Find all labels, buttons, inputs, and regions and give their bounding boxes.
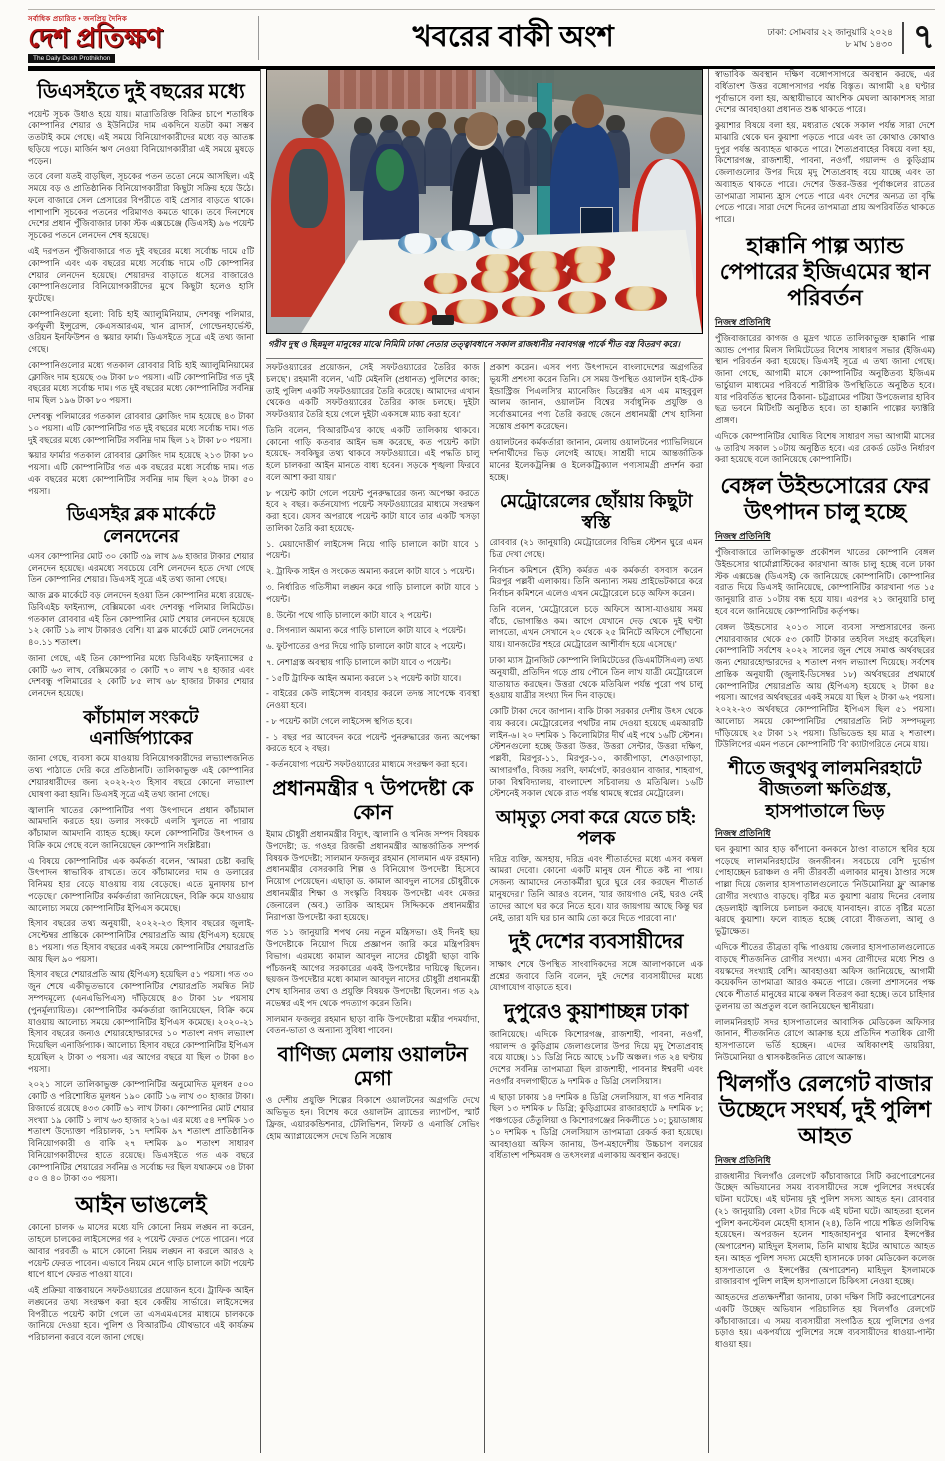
article-paragraph: ওয়ালটনের কর্মকর্তারা জানান, মেলায় ওয়ালটনের প্যাভিলিয়নে দর্শনার্থীদের ভিড় লেগেই আছে। সাশ্রয়ী দামে আন্তর্জাতিক মানের ইলেকট্রনিক্স ও ইলেকট্রিক্যাল পণ্যসামগ্রী প্রদর্শন করা হচ্ছে। [489,436,703,482]
article-paragraph: ৮ পয়েন্ট কাটা গেলে পয়েন্ট পুনরুদ্ধারের জন্য অপেক্ষা করতে হবে ২ বছর। কর্তনযোগ্য পয়েন্ট সফটওয়্যারের মাধ্যমে সংরক্ষণ করা হবে। যেসব অপরাধে পয়েন্ট কাটা যাবে তার একটি খসড়া তালিকা তৈরি করা হয়েছে- [266,487,480,533]
article-headline: বাণিজ্য মেলায় ওয়ালটন মেগা [277,1044,468,1090]
article [266,778,480,1037]
article-paragraph: এদিকে কোম্পানিটির ঘোষিত বিশেষ সাধারণ সভা আগামী মাসের ৬ তারিখ সকাল ১০টায় অনুষ্ঠিত হবে। এর রেকর্ড ডেটও নির্ধারণ করা হয়েছে বলে জানিয়েছে কোম্পানিটি। [715,430,935,465]
article-paragraph: তিনি বলেন, 'মেট্রোরেলে চড়ে অফিসে আসা-যাওয়ায় সময় বাঁচে, ভোগান্তিও কম। আগে যেখানে দেড় থেকে দুই ঘণ্টা লাগতো, এখন সেখানে ২০ থেকে ২৫ মিনিটে অফিসে পৌঁছানো যায়। যানজটের শহরে মেট্রোরেল আশীর্বাদ হয়ে এসেছে।' [489,603,703,650]
date-block [767,21,935,55]
article-paragraph: এ ছাড়া ঢাকায় ১৪ দশমিক ৪ ডিগ্রি সেলসিয়াস, যা গত শনিবার ছিল ১৩ দশমিক ৮ ডিগ্রি; কুড়িগ্রামের রাজারহাটে ৯ দশমিক ৮; পঞ্চগড়ের তেঁতুলিয়া ও কিশোরগঞ্জের নিকলীতে ১০; চুয়াডাঙ্গায় ১০ দশমিক ৭ ডিগ্রি সেলসিয়াস তাপমাত্রা রেকর্ড করা হয়েছে। আবহাওয়া অফিস জানায়, উপ-মহাদেশীয় উচ্চচাপ বলয়ের বর্ধিতাংশ পশ্চিমবঙ্গ ও তৎসংলগ্ন এলাকায় অবস্থান করছে। [489,1091,703,1161]
date-line-1: ঢাকা: সোমবার ২২ জানুয়ারি ২০২৪ [767,26,893,37]
article-paragraph: হিসাব বছরের তথ্য অনুযায়ী, ২০২২-২৩ হিসাব বছরের জুলাই-সেপ্টেম্বর প্রান্তিকে কোম্পানিটির শেয়ারপ্রতি আয় (ইপিএস) হয়েছে ৪১ পয়সা। গত হিসাব বছরের একই সময়ে কোম্পানিটির শেয়ারপ্রতি আয় ছিল ৯০ পয়সা। [28,918,254,964]
masthead-subtitle: The Daily Desh Prothikhon [28,54,115,63]
article-paragraph: এদিকে শীতের তীব্রতা বৃদ্ধি পাওয়ায় জেলার হাসপাতালগুলোতে বাড়ছে শীতজনিত রোগীর সংখ্যা। এসব রোগীদের মধ্যে শিশু ও বয়স্কদের সংখ্যাই বেশি। আবহাওয়া অফিস জানিয়েছে, আগামী কয়েকদিন তাপমাত্রা আরও কমতে পারে। জেলা প্রশাসনের পক্ষ থেকে শীতার্ত মানুষের মাঝে কম্বল বিতরণ করা হচ্ছে। তবে চাহিদার তুলনায় তা অপ্রতুল বলে জানিয়েছেন স্থানীয়রা। [715,941,935,1011]
article-paragraph: জানা গেছে, এই তিন কোম্পানির মধ্যে ডিবিএইচ ফাইন্যান্সের ৫ কোটি ৬৩ লাখ, বেক্সিমকোর ৩ কোটি ৭০ লাখ ৭৪ হাজার এবং দেশবন্ধু পলিমারের ২ কোটি ৮৫ লাখ ৬৮ হাজার টাকার শেয়ার লেনদেন হয়েছে। [28,652,254,699]
article-headline: মেট্রোরেলের ছোঁয়ায় কিছুটা স্বস্তি [499,490,693,532]
article-headline: ডিএসইতে দুই বছরের মধ্যে [37,81,245,103]
article-paragraph: তবে বেলা যতই বাড়ছিল, সূচকের পতন ততো নেমে আসছিল। এই সময়ে বড় ও প্রাতিষ্ঠানিক বিনিয়োগকারীরা কিছুটা সক্রিয় হয়ে উঠে। ফলে বাজারে সেল প্রেসারের বিপরীতে বাই প্রেসার বাড়তে থাকে। পাশাপাশি সূচকের পতনের পরিমাণও কমতে থাকে। তবে দিনশেষে দেশের প্রধান পুঁজিবাজার ঢাকা স্টক এক্সচেঞ্জে (ডিএসই) ৯৬ পয়েন্ট সূচকের পতনে লেনদেন শেষ হয়েছে। [28,171,254,241]
photo-bowl-blue [485,228,524,249]
column-4 [709,69,935,1453]
article [490,362,704,484]
article [490,931,704,994]
photo-bucket-red [615,286,667,311]
article-byline: নিজস্ব প্রতিনিধি [715,531,771,542]
article-paragraph: ১. মেয়াদোত্তীর্ণ লাইসেন্স নিয়ে গাড়ি চালালে কাটা যাবে ১ পয়েন্ট। [266,538,480,561]
article-paragraph: হিসাব বছরে শেয়ারপ্রতি আয় (ইপিএস) হয়েছিল ৫১ পয়সা। গত ৩০ জুন শেষে একীভূতভাবে কোম্পানিটির শেয়ারপ্রতি সমন্বিত নিট সম্পদমূল্যে (এনএভিপিএস) দাঁড়িয়েছে ৪৩ টাকা ১৮ পয়সায় (পুনর্মূল্যায়িত)। কোম্পানিটির কর্মকর্তারা জানিয়েছেন, বিক্রি কমে যাওয়ায় আলোচ্য সময়ে কোম্পানিটির ইপিএস কমেছে। ২০২০-২১ হিসাব বছরের জন্যও শেয়ারহোল্ডারদের ১০ শতাংশ নগদ লভ্যাংশ দিয়েছিল এনার্জিপ্যাক। আলোচ্য হিসাব বছরে কোম্পানিটির ইপিএস হয়েছিল ২ টাকা ৩ পয়সা। এর আগের বছরে যা ছিল ৩ টাকা ৪৩ পয়সা। [28,969,254,1074]
photo-bowl-blue [398,233,437,254]
article-paragraph: ইমাম চৌধুরী প্রধানমন্ত্রীর বিদ্যুৎ, জ্বালানি ও খনিজ সম্পদ বিষয়ক উপদেষ্টা; ড. গওহর রিজভী প্রধানমন্ত্রীর আন্তর্জাতিক সম্পর্ক বিষয়ক উপদেষ্টা; সালমান ফজলুর রহমান (সালমান এফ রহমান) প্রধানমন্ত্রীর বেসরকারি শিল্প ও বিনিয়োগ উপদেষ্টা হিসেবে নিয়োগ পেয়েছেন। এছাড়া ড. কামাল আবদুল নাসের চৌধুরীকে প্রধানমন্ত্রীর শিক্ষা ও সংস্কৃতি বিষয়ক উপদেষ্টা এবং মেজর জেনারেল (অব.) তারিক আহমেদ সিদ্দিককে প্রধানমন্ত্রীর নিরাপত্তা উপদেষ্টা করা হয়েছে। [266,829,480,922]
article-paragraph: সালমান ফজলুর রহমান ছাড়া বাকি উপদেষ্টারা মন্ত্রীর পদমর্যাদা, বেতন-ভাতা ও অন্যান্য সুবিধা পাবেন। [266,1013,480,1036]
article-paragraph: গত ১১ জানুয়ারি শপথ নেয় নতুন মন্ত্রিসভা। ওই দিনই ছয় উপদেষ্টাকে নিয়োগ দিয়ে প্রজ্ঞাপন জারি করে মন্ত্রিপরিষদ বিভাগ। এরমধ্যে কামাল আবদুল নাসের চৌধুরী ছাড়া বাকি পাঁচজনই আগের সরকারের একই উপদেষ্টার দায়িত্বে ছিলেন। ছয়জন উপদেষ্টার মধ্যে কামাল আবদুল নাসের চৌধুরী প্রধানমন্ত্রী শেখ হাসিনার তথ্য ও প্রযুক্তি বিষয়ক উপদেষ্টা ছিলেন। গত ২৯ নভেম্বর এই পদ থেকে পদত্যাগ করেন তিনি। [266,927,480,1008]
photo-crowd-body [524,128,552,186]
article-paragraph: সফটওয়্যারের প্রয়োজন, সেই সফটওয়্যারের তৈরির কাজ চলছে'। রহমানী বলেন, 'এটি মেইনলি (প্রধানত) পুলিশের কাজ; তাই পুলিশ একটি সফটওয়্যারের তৈরি করেছে। আমাদের এখান থেকেও একটি সফটওয়্যারের তৈরির কাজ চলছে। দুইটা সফটওয়্যার তৈরি হয়ে গেলে দুইটা একসঙ্গে ম্যাচ করা হবে।' [266,362,480,420]
content-area [28,69,935,1453]
article [28,504,254,700]
article-headline: ডিএসইর ব্লক মার্কেটে লেনদেনের [66,504,216,546]
article [715,233,935,466]
article-paragraph: কোনো চালক ৬ মাসের মধ্যে যদি কোনো নিয়ম লঙ্ঘন না করেন, তাহলে চালকের লাইসেন্সের গর ২ পয়েন্ট ফেরত পেতে পারেন। পরে আবার পরবর্তী ৬ মাসে কোনো নিয়ম লঙ্ঘন না করলে আরও ২ পয়েন্ট ফেরত পাবেন। এভাবে নিয়ম মেনে গাড়ি চালালে কাটা পয়েন্ট ধাপে ধাপে ফেরত পাওয়া যাবে। [28,1222,254,1280]
article-paragraph: জানা গেছে, ব্যবসা কমে যাওয়ায় বিনিয়োগকারীদের লভ্যাংশজনিত তথ্য পাঠাতে দেরি করে প্রতিষ্ঠানটি। তালিকাভুক্ত এই কোম্পানির শেয়ারধারীদের জন্য ২০২২-২৩ হিসাব বছরে কোনো লভ্যাংশ ঘোষণা করা হয়নি। ডিএসই সূত্রে এই তথ্য জানা গেছে। [28,753,254,799]
article [28,1192,254,1344]
middle-section [261,69,708,1453]
article-paragraph: এসব কোম্পানির মোট ৩০ কোটি ৩৯ লাখ ৯৬ হাজার টাকার শেয়ার লেনদেন হয়েছে। এরমধ্যে সবচেয়ে বেশি লেনদেন হতে দেখা গেছে তিন কোম্পানির শেয়ার। ডিএসই সূত্রে এই তথ্য জানা গেছে। [28,550,254,585]
article-paragraph: কুয়াশার বিষয়ে বলা হয়, মধ্যরাত থেকে সকাল পর্যন্ত সারা দেশে মাঝারি থেকে ঘন কুয়াশা পড়তে পারে এবং তা কোথাও কোথাও দুপুর পর্যন্ত অব্যাহত থাকতে পারে। শৈত্যপ্রবাহের বিষয়ে বলা হয়, কিশোরগঞ্জ, রাজশাহী, পাবনা, নওগাঁ, গয়ালন্দ ও কুড়িগ্রাম জেলাগুলোর উপর দিয়ে মৃদু শৈত্যপ্রবাহ বয়ে যাচ্ছে এবং তা অব্যাহত থাকতে পারে। দেশের উত্তর-উত্তর পূর্বাঞ্চলের রাতের তাপমাত্রা সামান্য হ্রাস পেতে পারে এবং দেশের অন্যত্র তা বৃদ্ধি পেতে পারে। সারা দেশে দিনের তাপমাত্রা প্রায় অপরিবর্তিত থাকতে পারে। [715,120,935,225]
article-paragraph: দেশবন্ধু পলিমারের গতকাল রোববার ক্লোজিং দাম হয়েছে ৪৩ টাকা ১০ পয়সা। এটি কোম্পানিটির গত দুই বছরের মধ্যে সর্বোচ্চ দাম। গত দুই বছরের মধ্যে কোম্পানিটির সর্বনিম্ন দাম ছিল ১২ টাকা ৮০ পয়সা। [28,410,254,445]
photo-person-red-jacket-scarf [289,149,328,228]
article [715,69,935,226]
article-paragraph: কোম্পানিগুলোর মধ্যে গতকাল রোববার বিচি হাই অ্যালুমিনিয়ামের ক্লোজিং দাম হয়েছে ৩৬ টাকা ৮০ পয়সা। এটি কোম্পানিটির গত দুই বছরের মধ্যে সর্বোচ্চ দাম। গত দুই বছরের মধ্যে কোম্পানিটির সর্বনিম্ন দাম ছিল ১৯৬ টাকা ৮০ পয়সা। [28,359,254,406]
photo-person-head [302,104,335,138]
article-headline: কাঁচামাল সংকটে এনার্জিপ্যাকের [83,706,199,749]
article [715,473,935,751]
article-paragraph: ৭. নেশাগ্রস্ত অবস্থায় গাড়ি চালালে কাটা যাবে ৩ পয়েন্ট। [266,656,452,667]
article-headline: শীতে জবুথবু লালমনিরহাটে বীজতলা ক্ষতিগ্রস্ত, হাসপাতালে ভিড় [728,758,922,821]
article-paragraph: - ৮ পয়েন্ট কাটা গেলে লাইসেন্স স্থগিত হবে। [266,715,413,726]
photo-bucket-red [424,273,468,294]
article-paragraph: ২০২১ সালে তালিকাভুক্ত কোম্পানিটির অনুমোদিত মূলধন ৫০০ কোটি ও পরিশোধিত মূলধন ১৯০ কোটি ১৬ লাখ ৩০ হাজার টাকা। রিজার্ভে রয়েছে ৪৩৩ কোটি ৬১ লাখ টাকা। কোম্পানির মোট শেয়ার সংখ্যা ১৯ কোটি ১ লাখ ৬৩ হাজার ২১৬। এর মধ্যে ৫৪ দশমিক ১৩ শতাংশ উদ্যোক্তা পরিচালক, ১৭ দশমিক ৯৭ শতাংশ প্রাতিষ্ঠানিক বিনিয়োগকারী ও বাকি ২৭ দশমিক ৯০ শতাংশ সাধারণ বিনিয়োগকারীদের হাতে রয়েছে। ডিএসইতে গত এক বছরে কোম্পানিটির শেয়ারের সর্বনিম্ন ও সর্বোচ্চ দর ছিল যথাক্রমে ৩৪ টাকা ৫০ ও ৪০ টাকা ৩০ পয়সা। [28,1079,254,1184]
date-line-2: ৮ মাঘ ১৪৩০ [845,39,893,49]
photo-bucket-red [558,291,606,314]
article-paragraph: জ্বালানি খাতের কোম্পানিটির পণ্য উৎপাদনে প্রধান কাঁচামাল আমদানি করতে হয়। ডলার সংকটে এলসি খুলতে না পারায় কাঁচামাল আমদানি ব্যাহত হচ্ছে। ফলে কোম্পানিটির উৎপাদন ও বিক্রি কমে গেছে বলে জানিয়েছেন কোম্পানি সংশ্লিষ্টরা। [28,804,254,850]
photo-bucket-red [567,262,611,283]
article [28,707,254,1185]
photo-building [328,70,476,109]
photo-caption: গরীব দুস্থ ও ছিন্নমূল মানুষের মাঝে নিমিমি ঢাকা নেতার তত্ত্বাবধানে সকাল রাজধানীর নবাবগঞ্জ পার্কে শীত বস্ত্র বিতরণ করে। [266,334,703,359]
article-byline: নিজস্ব প্রতিনিধি [715,827,771,838]
masthead-title: দেশ প্রতিক্ষণ [28,23,163,53]
article [266,362,480,771]
article-paragraph: জানিয়েছে। এদিকে কিশোরগঞ্জ, রাজশাহী, পাবনা, নওগাঁ, গয়ালন্দ ও কুড়িগ্রাম জেলাগুলোর উপর দিয়ে মৃদু শৈত্যপ্রবাহ বয়ে যাচ্ছে। ১১ ডিগ্রি নিচে আছে ১৮টি অঞ্চল। গত ২৪ ঘণ্টায় দেশের সর্বনিম্ন তাপমাত্রা ছিল রাজশাহী, পাবনার ঈশ্বরদী এবং নওগাঁর বদলগাছীতে ৯ দশমিক ৫ ডিগ্রি সেলসিয়াস। [489,1028,703,1086]
article-paragraph: রোববার (২১ জানুয়ারি) মেট্রোরেলের বিভিন্ন স্টেশন ঘুরে এমন চিত্র দেখা গেছে। [489,537,703,559]
newspaper-page [0,9,945,1461]
article-headline: আমৃত্যু সেবা করে যেতে চাই: পলক [495,807,697,849]
masthead-tagline: সর্বাধিক প্রচারিত • জনপ্রিয় দৈনিক [28,16,128,23]
article-headline: খিলগাঁও রেলগেট বাজার উচ্ছেদে সংঘর্ষ, দুই পুলিশ আহত [717,1070,933,1148]
article [490,1001,704,1162]
photo-bucket-red [471,270,519,293]
article-paragraph: আজ ব্লক মার্কেটে বড় লেনদেন হওয়া তিন কোম্পানির মধ্যে রয়েছে- ডিবিএইচ ফাইন্যান্স, বেক্সিমকো এবং দেশবন্ধু পলিমার লিমিটেড। গতকাল রোববার এই তিন কোম্পানির মোট শেয়ার লেনদেন হয়েছে ১২ কোটি ১৯ লাখ টাকারও বেশি। যা ব্লক মার্কেটে মোট লেনদেনের ৪০.১১ শতাংশ। [28,590,254,648]
article-paragraph: সাক্ষাৎ শেষে উপস্থিত সাংবাদিকদের সঙ্গে আলাপকালে এক প্রশ্নের জবাবে তিনি বলেন, দুই দেশের ব্যবসায়ীদের মধ্যে যোগাযোগ বাড়াতে হবে। [489,958,703,993]
page-header [28,10,935,69]
page-number-divider [902,22,904,54]
article-paragraph: ঢাকা ম্যাস ট্রানজিট কোম্পানি লিমিটেডের (ডিএমটিসিএল) তথ্য অনুযায়ী, প্রতিদিন গড়ে প্রায় পৌনে তিন লাখ যাত্রী মেট্রোরেলে যাতায়াত করছেন। উত্তরা থেকে মতিঝিল পর্যন্ত পুরো পথ চালু হওয়ায় যাত্রীর সংখ্যা দিন দিন বাড়ছে। [489,655,703,701]
article-headline: বেঙ্গল উইন্ডসোরের ফের উৎপাদন চালু হচ্ছে [720,473,930,525]
page-number: ৭ [912,19,935,56]
article-paragraph: ২. ট্রাফিক সাইন ও সংকেত অমান্য করলে কাটা যাবে ১ পয়েন্ট। [266,566,475,577]
column-3 [484,362,704,1453]
article-paragraph: স্বাভাবিক অবস্থান দক্ষিণ বঙ্গোপসাগরে অবস্থান করছে, এর বর্ধিতাংশ উত্তর বঙ্গোপসাগর পর্যন্ত বিস্তৃত। আগামী ২৪ ঘণ্টার পূর্বাভাসে বলা হয়, অস্থায়ীভাবে আংশিক মেঘলা আকাশসহ সারা দেশের আবহাওয়া প্রধানত শুষ্ক থাকতে পারে। [715,69,935,115]
article [715,758,935,1063]
section-title: খবরের বাকী অংশ [412,20,614,53]
article-paragraph: এই দরপতন পুঁজিবাজারে গত দুই বছরের মধ্যে সর্বোচ্চ দামে ৫টি কোম্পানি এবং এক বছরের মধ্যে সর্বোচ্চ দামে ৩টি কোম্পানির শেয়ার লেনদেন হয়েছে। শেয়ারদর বাড়াতে ধসের বাজারেও কোম্পানিগুলোর বিনিয়োগকারীদের মুখে কিছুটা হলেও হাসি ফুটেছে। [28,246,254,304]
article-paragraph: ৪. উল্টো পথে গাড়ি চালালে কাটা যাবে ২ পয়েন্ট। [266,609,432,620]
article-paragraph: নির্বাচন কমিশনে (ইসি) কর্মরত এক কর্মকর্তা বসবাস করেন মিরপুর পল্লবী এলাকায়। তিনি অন্যান্য সময় প্রাইভেটকারে করে নির্বাচন কমিশনে এলেও এখন মেট্রোরেলে চড়ে অফিস করেন। [489,564,703,599]
article-headline: আইন ভাঙলেই [75,1192,207,1218]
article-headline: দুপুরেও কুয়াশাচ্ছন্ন ঢাকা [504,1001,689,1024]
article [266,1044,480,1142]
article [490,491,704,801]
photo-person-elder-head [465,112,498,146]
article [28,81,254,497]
article-paragraph: স্কয়ার ফার্মার গতকাল রোববার ক্লোজিং দাম হয়েছে ২১৩ টাকা ৮০ পয়সা। এটি কোম্পানিটির গত এক বছরের মধ্যে সর্বোচ্চ দাম। গত এক বছরের মধ্যে কোম্পানিটির সর্বনিম্ন দাম ছিল ২০৯ টাকা ৫০ পয়সা। [28,450,254,496]
article-paragraph: পয়েন্ট সূচক উধাও হয়ে যায়। মাত্রাতিরিক্ত বিক্রির চাপে শতাধিক কোম্পানির শেয়ার ও ইউনিটের দাম একদিনে যতটা কমা সম্ভব ততটাই কমে গেছে। এই সময়ে বিনিয়োগকারীদের মধ্যে বড় আতঙ্ক ছড়িয়ে পড়ে। মার্জিন ঋণ নেওয়া বিনিয়োগকারীরা এই সময়ে মুষড়ে পড়েন। [28,108,254,166]
article-paragraph: - কর্তনযোগ্য পয়েন্ট সফটওয়্যারের মাধ্যমে সংরক্ষণ করা হবে। [266,759,468,770]
column-1 [28,69,260,1453]
article-paragraph: পুঁজিবাজারের কাগজ ও মুদ্রণ খাতে তালিকাভুক্ত হাক্কানি পাল্প অ্যান্ড পেপার মিলস লিমিটেডের বিশেষ সাধারণ সভার (ইজিএম) স্থান পরিবর্তন করা হয়েছে। ডিএসই সূত্রে এ তথ্য জানা গেছে। জানা গেছে, আগামী মাসে কোম্পানিটির অনুষ্ঠিতব্য ইজিএম ভার্চুয়াল মাধ্যমের পরিবর্তে শারীরিক উপস্থিতিতে অনুষ্ঠিত হবে। যার পরিবর্তিত স্থানের ঠিকানা- চট্টগ্রামের পটিয়া উপজেলার হাবিব ছত্র ভবনে মিটিংটি অনুষ্ঠিত হবে। তা হাক্কানি পাল্পের ফ্যাক্টরি প্রাঙ্গণ। [715,332,935,426]
article-paragraph: কোটি টাকা দেবে জাপান। বাকি টাকা সরকার দেশীয় উৎস থেকে ব্যয় করবে। মেট্রোরেলের পথটির নাম দেওয়া হয়েছে এমআরটি লাইন-৬। ২০ দশমিক ১ কিলোমিটার দীর্ঘ এই পথে ১৬টি স্টেশন। স্টেশনগুলো হচ্ছে উত্তরা উত্তর, উত্তরা সেন্টার, উত্তরা দক্ষিণ, পল্লবী, মিরপুর-১১, মিরপুর-১০, কাজীপাড়া, শেওড়াপাড়া, আগারগাঁও, বিজয় সরণি, ফার্মগেট, কারওয়ান বাজার, শাহবাগ, ঢাকা বিশ্ববিদ্যালয়, বাংলাদেশ সচিবালয় ও মতিঝিল। ১৬টি স্টেশনেই সকাল থেকে রাত পর্যন্ত থামছে স্বপ্নের মেট্রোরেল। [489,706,703,799]
article-paragraph: ঘন কুয়াশা আর হাড় কাঁপানো কনকনে ঠাণ্ডা বাতাসে স্থবির হয়ে পড়েছে লালমনিরহাটের জনজীবন। সবচেয়ে বেশি দুর্ভোগ পোহাচ্ছেন চরাঞ্চল ও নদী তীরবর্তী এলাকার মানুষ। ঠাণ্ডার সঙ্গে পাল্লা দিয়ে জেলার হাসপাতালগুলোতে 'নিউমোনিয়া ফ্লু' আক্রান্ত রোগীর সংখ্যাও বাড়ছে। বৃষ্টির মত কুয়াশা ঝরায় দিনের বেলায় হেডলাইট জ্বালিয়ে চলাচল করছে যানবাহন। রাতে বৃষ্টির মতো ঝরছে কুয়াশা। ফলে ব্যাহত হচ্ছে বোরো বীজতলা, আলু ও ভুট্টাক্ষেত। [715,843,935,937]
photo-person-blue-suit-head [572,94,605,128]
photo-bucket-red [389,301,437,324]
article-headline: প্রধানমন্ত্রীর ৭ উপদেষ্টা কে কোন [272,777,474,824]
article [490,807,704,924]
column-2 [266,362,484,1453]
photo-person-tracksuit-head [650,117,685,154]
article-paragraph: আহতদের প্রত্যক্ষদর্শীরা জানায়, ঢাকা দক্ষিণ সিটি করপোরেশনের একটি উচ্ছেদ অভিযান পরিচালিত হয় খিলগাঁও রেলগেট কাঁচাবাজারে। এ সময় ব্যবসায়ীরা সংগঠিত হয়ে পুলিশের ওপর চড়াও হয়। একপর্যায়ে পুলিশের সঙ্গে ব্যবসায়ীদের ধাওয়া-পাল্টা ধাওয়া হয়। [715,1292,935,1350]
article-paragraph: - ১ বছর পর আবেদন করে পয়েন্ট পুনরুদ্ধারের জন্য অপেক্ষা করতে হবে ২ বছর। [266,731,480,754]
article-paragraph: পুঁজিবাজারে তালিকাভুক্ত প্রকৌশল খাতের কোম্পানি বেঙ্গল উইন্ডসোর থার্মোপ্লাস্টিকের কারখানা আজ চালু হচ্ছে বলে ঢাকা স্টক এক্সচেঞ্জ (ডিএসই) কে জানিয়েছে কোম্পানিটি। কোম্পানির বরাত দিয়ে ডিএসই জানিয়েছে, কোম্পানিটির কারখানা গত ১৫ জানুয়ারি রাত ১০টায় বন্ধ হয়ে যায়। এরপর ২১ জানুয়ারি চালু হবে বলে জানিয়েছে কোম্পানিটির কর্তৃপক্ষ। [715,547,935,616]
article-headline: হাক্কানি পাল্প অ্যান্ড পেপারের ইজিএমের স্থান পরিবর্তন [719,232,931,310]
article-paragraph: ও দেশীয় প্রযুক্তি শিল্পের বিকাশে ওয়ালটনের অগ্রগতি দেখে অভিভূত হন। বিশেষ করে ওয়ালটন ব্র্যান্ডের ল্যাপটপ, স্মার্ট ফ্রিজ, এয়ারকন্ডিশনার, টেলিভিশন, লিফট ও এনার্জি সেভিং হোম অ্যাপ্লায়েন্সেস দেখে তিনি সন্তোষ [266,1095,480,1141]
article-byline: নিজস্ব প্রতিনিধি [715,1154,771,1165]
middle-columns [266,362,703,1453]
article-byline: নিজস্ব প্রতিনিধি [715,316,771,327]
masthead [28,16,259,60]
article-paragraph: কোম্পানিগুলো হলো: বিচি হাই অ্যালুমিনিয়াম, দেশবন্ধু পলিমার, কর্ণফুলী ইন্সুরেন্স, কেএসআরএম, খান ব্রাদার্স, গোল্ডেনহার্ভেস্ট, ওরিয়ন ইনফিউশন ও স্কয়ার ফার্মা। ডিএসইতে সূত্রে এই তথ্য জানা গেছে। [28,308,254,355]
photo-phone [432,315,454,326]
article-paragraph: বেঙ্গল উইন্ডসোর ২০১৩ সালে ব্যবসা সম্প্রসারণের জন্য শেয়ারবাজার থেকে ৫৩ কোটি টাকার তহবিল সংগ্রহ করেছিল। কোম্পানিটি সর্বশেষ ২০২২ সালের জুন শেষে সমাপ্ত অর্থবছরের জন্য শেয়ারহোল্ডারদের ২ শতাংশ নগদ লভ্যাংশ দিয়েছে। সর্বশেষ প্রান্তিক অনুযায়ী (জুলাই-ডিসেম্বর ১৮) অর্থবছরের প্রথমার্ধে কোম্পানিটির শেয়ারপ্রতি আয় (ইপিএস) হয়েছে ২ টাকা ৪৫ পয়সা। আগের অর্থবছরের একই সময়ে যা ছিল ২ টাকা ৬২ পয়সা। ২০২২-২৩ অর্থবছরে কোম্পানিটির ইপিএস ছিল ৫১ পয়সা। আলোচ্য সময়ে কোম্পানিটির শেয়ারপ্রতি নিট সম্পদমূল্য দাঁড়িয়েছে ২৫ টাকা ১২ পয়সা। ডিভিডেন্ড হয় মাত্র ২ শতাংশ। টিউলিপের এমন পতনে কোম্পানিটি 'বি' ক্যাটাগরিতে নেমে যায়। [715,621,935,750]
article-paragraph: রাজধানীর খিলগাঁও রেলগেট কাঁচাবাজারে সিটি করপোরেশনের উচ্ছেদ অভিযানের সময় ব্যবসায়ীদের সঙ্গে পুলিশের সংঘর্ষের ঘটনা ঘটেছে। এই ঘটনায় দুই পুলিশ সদস্য আহত হন। রোববার (২১ জানুয়ারি) বেলা ২টার দিকে এই ঘটনা ঘটে। আহতরা হলেন পুলিশ কনস্টেবল মেহেদী হাসান (২৪), তিনি পায়ে শঙ্কিত গুলিবিদ্ধ হয়েছেন। অপরজন হলেন শাহজাহানপুর থানার ইন্সপেক্টর (অপারেশন) মাহিদুল ইসলাম, তিনি মাথায় ইটের আঘাতে আহত হন। আহত পুলিশ সদস্য মেহেদী হাসানকে ঢাকা মেডিকেল কলেজ হাসপাতালে ও ইন্সপেক্টর (অপারেশন) মাহিদুল ইসলামকে রাজারবাগ পুলিশ লাইন্স হাসপাতালে চিকিৎসা নেওয়া হচ্ছে। [715,1170,935,1287]
article-headline: দুই দেশের ব্যবসায়ীদের [508,931,684,954]
article-paragraph: লালমনিরহাট সদর হাসপাতালের আবাসিক মেডিকেল অফিসার জানান, শীতজনিত রোগে আক্রান্ত হয়ে প্রতিদিন শতাধিক রোগী হাসপাতালে ভর্তি হচ্ছেন। এদের অধিকাংশই ডায়রিয়া, নিউমোনিয়া ও শ্বাসকষ্টজনিত রোগে আক্রান্ত। [715,1016,935,1062]
news-photo [266,69,703,334]
article-paragraph: ৩. নির্ধারিত গতিসীমা লঙ্ঘন করে গাড়ি চালালে কাটা যাবে ১ পয়েন্ট। [266,582,480,604]
article-paragraph: এই প্রক্রিয়া বাস্তবায়নে সফটওয়্যারের প্রয়োজন হবে। ট্রাফিক আইন লঙ্ঘনের তথ্য সংরক্ষণ করা হবে কেন্দ্রীয় সার্ভারে। লাইসেন্সের বিপরীতে পয়েন্ট কাটা গেলে তা এসএমএসের মাধ্যমে চালককে জানিয়ে দেওয়া হবে। পুলিশ ও বিআরটিএ যৌথভাবে এই কার্যক্রম পরিচালনা করবে বলে জানা গেছে। [28,1285,254,1343]
article-paragraph: তিনি বলেন, 'বিআরটিএ'র কাছে একটি তালিকায় থাকবে। কোনো গাড়ি কতবার আইন ভঙ্গ করেছে, কত পয়েন্ট কাটা হয়েছে- সবকিছুর তথ্য থাকবে সফটওয়্যারে। এই পদ্ধতি চালু হলে চালকরা আইন মানতে বাধ্য হবেন। সড়কে শৃঙ্খলা ফিরবে বলে আশা করা যায়।' [266,424,480,482]
article-paragraph: ৬. ফুটপাতের ওপর দিয়ে গাড়ি চালালে কাটা যাবে ২ পয়েন্ট। [266,641,466,652]
article-paragraph: দরিদ্র ব্যক্তি, অসহায়, দরিদ্র এবং শীতার্তদের মধ্যে এসব কম্বল আমরা দেবো। কোনো একটি মানুষ যেন শীতে কষ্ট না পায়। সেজন্য আমাদের নেতাকর্মীরা ঘুরে ঘুরে বের করছেন শীতার্ত মানুষদের।' তিনি আরও বলেন, 'যার জায়গাও নেই, ঘরও নেই তাদের আগে ঘর করে নিতে হবে। যার জায়গায় আছে কিন্তু ঘর নেই, তারা যদি ঘর চান আমি তো করে দিতে পারবো না।' [489,853,703,923]
article [715,1071,935,1351]
photo-person-masked-scarf [376,149,404,191]
article-paragraph: - বাইরের কেউ লাইসেন্স ব্যবহার করলে তদন্ত সাপেক্ষে ব্যবস্থা নেওয়া হবে। [266,688,480,711]
photo-crowd-body [424,128,452,186]
article-paragraph: প্রকাশ করেন। এসব পণ্য উৎপাদনে বাংলাদেশের অগ্রগতির ভূয়সী প্রশংসা করেন তিনি। সে সময় উপস্থিত ওয়ালটন হাই-টেক ইন্ডাস্ট্রিজ পিএলসি'র ম্যানেজিং ডিরেক্টর এস এম মাহবুবুল আলম জানান, ওয়ালটন বিশ্বের সর্বাধুনিক প্রযুক্তি ও সর্বোত্তমানের পণ্য তৈরি করছে জেনে প্রধানমন্ত্রী শেখ হাসিনা সন্তোষ প্রকাশ করেছেন। [489,362,703,431]
article-paragraph: এ বিষয়ে কোম্পানিটির এক কর্মকর্তা বলেন, 'আমরা চেষ্টা করছি উৎপাদন স্বাভাবিক রাখতে। তবে কাঁচামালের দাম ও ডলারের বিনিময় হার বেড়ে যাওয়ায় ব্যয় বেড়েছে। এতে মুনাফায় চাপ পড়েছে।' কোম্পানিটির কর্মকর্তারা জানিয়েছেন, বিক্রি কমে যাওয়ায় আলোচ্য সময়ে কোম্পানিটির ইপিএস কমেছে। [28,855,254,913]
article-paragraph: ৫. সিগন্যাল অমান্য করে গাড়ি চালালে কাটা যাবে ২ পয়েন্ট। [266,625,466,636]
article-paragraph: - ১৫টি ট্রাফিক আইন অমান্য করলে ১২ পয়েন্ট কাটা যাবে। [266,672,462,683]
